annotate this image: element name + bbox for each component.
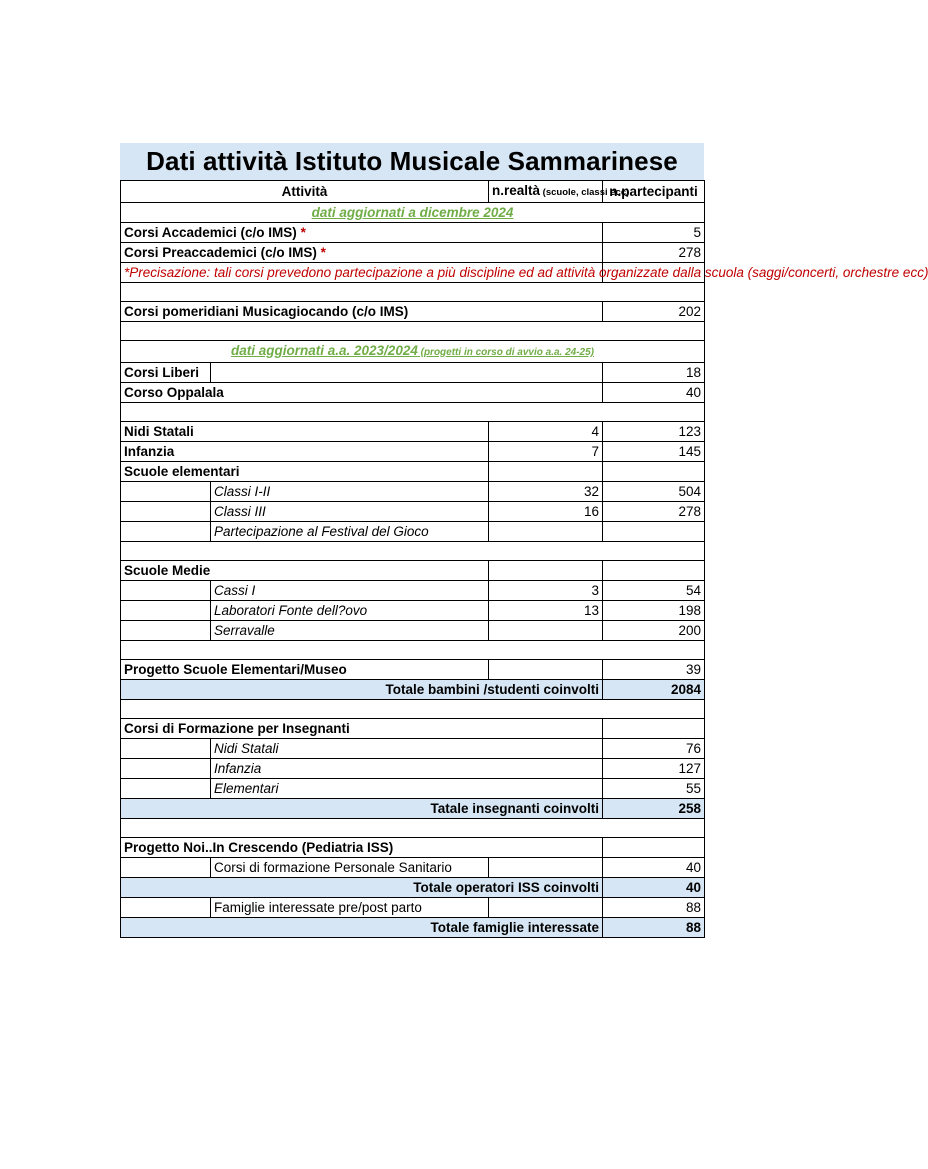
total-row <box>121 918 705 938</box>
blank-row <box>121 819 705 838</box>
row-label: Nidi Statali <box>211 739 603 759</box>
activity-table <box>120 180 928 938</box>
blank-row <box>121 403 705 422</box>
total-value: 40 <box>603 878 705 898</box>
row-label: Classi I-II <box>211 482 489 502</box>
blank-row <box>121 322 705 341</box>
row-realta: 3 <box>489 581 603 601</box>
table-row <box>121 838 705 858</box>
table-row <box>121 660 705 680</box>
table-row <box>121 898 705 918</box>
table-row <box>121 779 705 799</box>
table-row <box>121 621 705 641</box>
section-row <box>121 203 705 223</box>
total-label: Tatale insegnanti coinvolti <box>121 799 603 819</box>
row-realta: 16 <box>489 502 603 522</box>
blank-row <box>121 700 705 719</box>
table-row <box>121 482 705 502</box>
total-row <box>121 680 705 700</box>
row-label: Progetto Noi..In Crescendo (Pediatria ISS) <box>121 838 603 858</box>
table-row <box>121 302 705 322</box>
total-label: Totale bambini /studenti coinvolti <box>121 680 603 700</box>
header-realta: n.realtà (scuole, classi ecc) <box>489 181 603 203</box>
blank-row <box>121 641 705 660</box>
row-partecipanti: 123 <box>603 422 705 442</box>
row-partecipanti: 55 <box>603 779 705 799</box>
total-label: Totale operatori ISS coinvolti <box>121 878 603 898</box>
row-label: Corsi Liberi <box>121 363 211 383</box>
table-row <box>121 223 705 243</box>
row-label: Progetto Scuole Elementari/Museo <box>121 660 489 680</box>
row-label: Classi III <box>211 502 489 522</box>
row-label: Cassi I <box>211 581 489 601</box>
row-partecipanti: 5 <box>603 223 705 243</box>
row-label: Famiglie interessate pre/post parto <box>211 898 489 918</box>
row-partecipanti: 278 <box>603 502 705 522</box>
row-label: Infanzia <box>121 442 489 462</box>
total-row <box>121 878 705 898</box>
row-label: Scuole elementari <box>121 462 489 482</box>
table-row <box>121 422 705 442</box>
row-label: Serravalle <box>211 621 489 641</box>
row-realta: 32 <box>489 482 603 502</box>
row-realta: 7 <box>489 442 603 462</box>
row-label: Corsi di formazione Personale Sanitario <box>211 858 489 878</box>
table-row <box>121 561 705 581</box>
row-partecipanti: 504 <box>603 482 705 502</box>
row-partecipanti: 40 <box>603 383 705 403</box>
row-partecipanti: 202 <box>603 302 705 322</box>
table-row <box>121 581 705 601</box>
section-row <box>121 341 705 363</box>
row-label: Corsi Preaccademici (c/o IMS) * <box>121 243 603 263</box>
total-value: 258 <box>603 799 705 819</box>
row-label: Laboratori Fonte dell?ovo <box>211 601 489 621</box>
total-label: Totale famiglie interessate <box>121 918 603 938</box>
row-label: Corsi pomeridiani Musicagiocando (c/o IMS) <box>121 302 603 322</box>
header-activity: Attività <box>121 181 489 203</box>
precisazione-row <box>121 263 705 283</box>
total-value: 2084 <box>603 680 705 700</box>
table-row <box>121 601 705 621</box>
table-row <box>121 462 705 482</box>
row-partecipanti: 18 <box>603 363 705 383</box>
row-label: Corsi di Formazione per Insegnanti <box>121 719 603 739</box>
page-title: Dati attività Istituto Musicale Sammarinese <box>120 143 704 180</box>
row-partecipanti: 54 <box>603 581 705 601</box>
row-label: Infanzia <box>211 759 603 779</box>
row-realta: 4 <box>489 422 603 442</box>
total-row <box>121 799 705 819</box>
precisazione-note: *Precisazione: tali corsi prevedono partecipazione a più discipline ed ad attività organizzate dalla scuola (saggi/concerti, orchestre ecc) <box>121 263 603 283</box>
row-partecipanti: 278 <box>603 243 705 263</box>
table-row <box>121 363 705 383</box>
table-row <box>121 739 705 759</box>
row-label: Corso Oppalala <box>121 383 603 403</box>
row-label: Nidi Statali <box>121 422 489 442</box>
table-row <box>121 858 705 878</box>
row-label: Partecipazione al Festival del Gioco <box>211 522 489 542</box>
row-partecipanti: 200 <box>603 621 705 641</box>
table-row <box>121 442 705 462</box>
section-2023-2024: dati aggiornati a.a. 2023/2024 (progetti in corso di avvio a.a. 24-25) <box>121 341 705 363</box>
row-partecipanti: 88 <box>603 898 705 918</box>
table-row <box>121 502 705 522</box>
header-partecipanti: n.partecipanti <box>603 181 705 203</box>
row-label: Scuole Medie <box>121 561 489 581</box>
row-realta: 13 <box>489 601 603 621</box>
table-row <box>121 759 705 779</box>
table-row <box>121 719 705 739</box>
total-value: 88 <box>603 918 705 938</box>
row-label: Corsi Accademici (c/o IMS) * <box>121 223 603 243</box>
row-partecipanti: 198 <box>603 601 705 621</box>
section-dicembre-2024: dati aggiornati a dicembre 2024 <box>121 203 705 223</box>
row-partecipanti: 76 <box>603 739 705 759</box>
row-label: Elementari <box>211 779 603 799</box>
blank-row <box>121 283 705 302</box>
row-partecipanti: 127 <box>603 759 705 779</box>
row-partecipanti: 40 <box>603 858 705 878</box>
row-partecipanti: 145 <box>603 442 705 462</box>
row-partecipanti: 39 <box>603 660 705 680</box>
table-row <box>121 383 705 403</box>
table-row <box>121 522 705 542</box>
table-header-row <box>121 181 705 203</box>
blank-row <box>121 542 705 561</box>
table-row <box>121 243 705 263</box>
